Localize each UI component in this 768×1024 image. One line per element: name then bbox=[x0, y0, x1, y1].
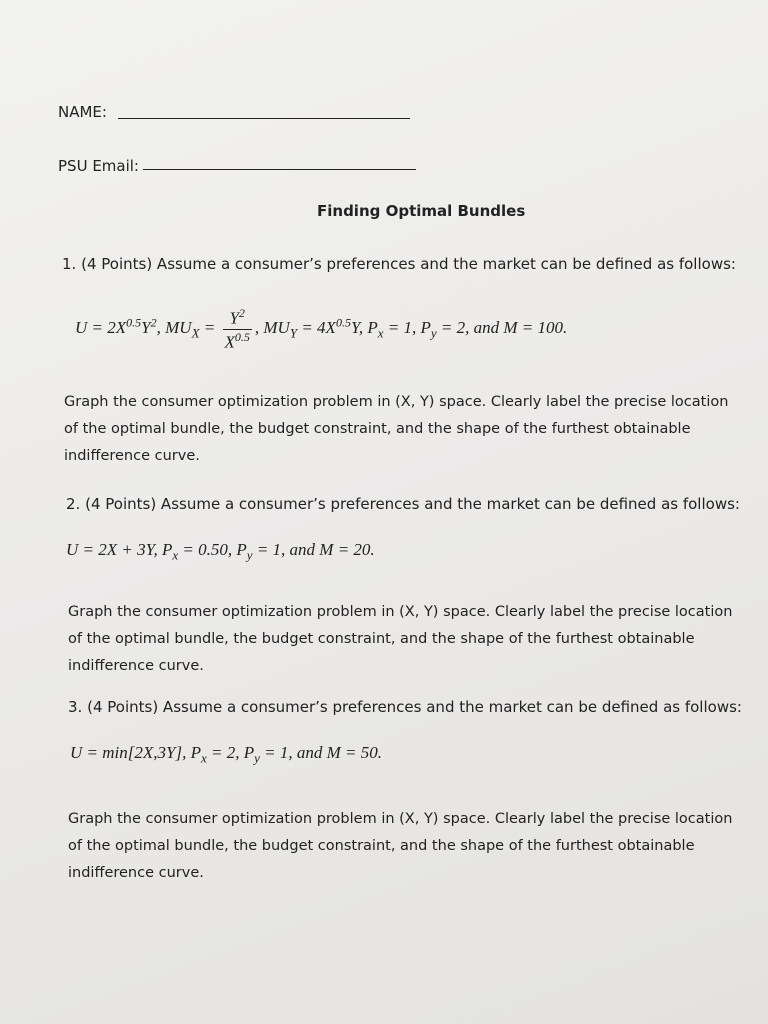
question-3-equation: U = min[2X,3Y], $P_x = 2$, $P_y = 1$, and M = 50. bbox=[70, 743, 383, 766]
page-title: Finding Optimal Bundles bbox=[317, 202, 526, 220]
name-label: NAME: bbox=[58, 103, 107, 121]
question-1-instruction: Graph the consumer optimization problem in (X, Y) space. Clearly label the precise location of the optimal bundle, the budget constraint, and the shape of the furthest obtainable indifference curve. bbox=[64, 394, 729, 464]
question-2-intro bbox=[66, 495, 740, 513]
question-2-intro-text: (4 Points) Assume a consumer’s preferences and the market can be defined as follows: bbox=[85, 495, 740, 513]
question-3-number: 3. bbox=[68, 698, 83, 716]
email-blank-line bbox=[143, 169, 416, 170]
question-1-intro bbox=[62, 255, 736, 273]
question-3-intro bbox=[68, 698, 742, 716]
name-blank-line bbox=[118, 118, 410, 119]
question-2-number: 2. bbox=[66, 495, 81, 513]
question-3-intro-text: (4 Points) Assume a consumer’s preferences and the market can be defined as follows: bbox=[87, 698, 742, 716]
question-1-number: 1. bbox=[62, 255, 77, 273]
question-3-instruction: Graph the consumer optimization problem in (X, Y) space. Clearly label the precise location of the optimal bundle, the budget constraint, and the shape of the furthest obtainable indifference curve. bbox=[68, 811, 733, 881]
mu-x-fraction: $\frac{Y^2}{X^{0.5}}$ bbox=[224, 306, 250, 352]
question-2-equation: U = 2X + 3Y, $P_x = 0.50$, $P_y = 1$, and M = 20. bbox=[66, 540, 375, 563]
question-2-instruction: Graph the consumer optimization problem in (X, Y) space. Clearly label the precise location of the optimal bundle, the budget constraint, and the shape of the furthest obtainable indifference curve. bbox=[68, 604, 733, 674]
question-1-intro-text: (4 Points) Assume a consumer’s preferences and the market can be defined as follows: bbox=[81, 255, 736, 273]
email-label: PSU Email: bbox=[58, 157, 139, 175]
question-1-equation: $U = 2X^{0.5}Y^2$, $MU_X$ = $\frac{Y^2}{X^{0.5}}$ , $MU_Y = 4X^{0.5}Y$, $P_x = 1$, $P_y = 2$, and M = 100. bbox=[75, 306, 568, 352]
